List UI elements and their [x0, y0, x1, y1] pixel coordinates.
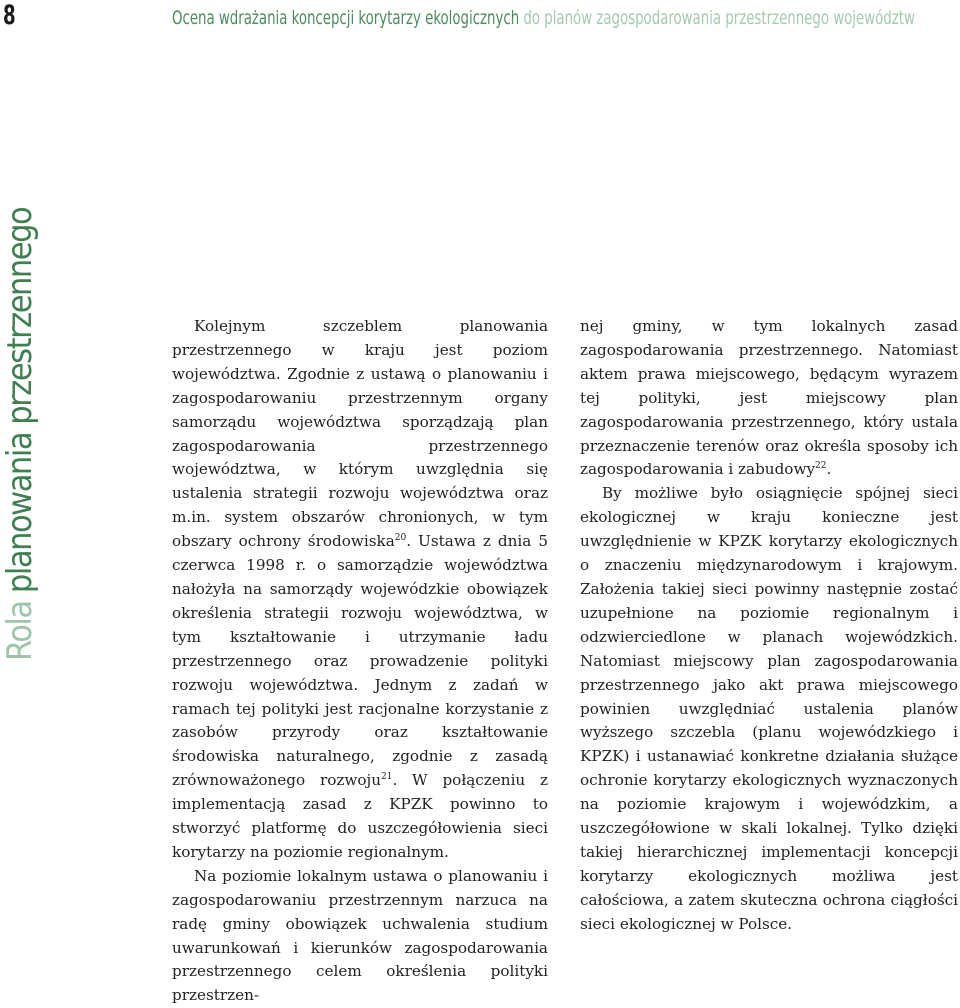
paragraph-text: Kolejnym szczeblem planowania przestrzennego w kraju jest poziom województwa. Zgodnie z ustawą o planowaniu i zagospodarowaniu przestrzennym organy samorządu województwa sporządzają plan zagospodarowania przestrzennego województwa, w którym uwzględnia się ustalenia strategii rozwoju województwa oraz m.in. system obszarów chronionych, w tym obszary ochrony środowiska [172, 317, 548, 551]
running-title-main: Ocena wdrażania koncepcji korytarzy ekologicznych [172, 7, 520, 29]
page-number: 8 [3, 0, 16, 31]
footnote-ref: 22 [815, 461, 827, 472]
footnote-ref: 21 [381, 772, 393, 783]
side-title-light: Rola [0, 601, 40, 661]
section-side-title [0, 208, 40, 661]
running-title [172, 7, 915, 29]
paragraph [172, 865, 548, 1008]
footnote-ref: 20 [394, 533, 407, 544]
paragraph [580, 482, 958, 936]
side-title-dark: planowania przestrzennego [0, 207, 40, 594]
paragraph-text: Na poziomie lokalnym ustawa o planowaniu i zagospodarowaniu przestrzennym narzuca na radę gminy obowiązek uchwalenia studium uwarunkowań i kierunków zagospodarowania przestrzennego celem określenia polityki przestrzen- [172, 866, 548, 1005]
paragraph-text: . [826, 460, 832, 479]
paragraph-text: . W połączeniu z implementacją zasad z KPZK powinno to stworzyć platformę do uszczegółowienia sieci korytarzy na poziomie regionalnym. [172, 771, 548, 861]
paragraph [580, 315, 958, 482]
text-column-left [172, 315, 548, 1008]
paragraph-text: . Ustawa z dnia 5 czerwca 1998 r. o samorządzie województwa nałożyła na samorządy wojewódzkie obowiązek określenia strategii rozwoju województwa, w tym kształtowanie i utrzymanie ładu przestrzennego oraz prowadzenie polityki rozwoju województwa. Jednym z zadań w ramach tej polityki jest racjonalne korzystanie z zasobów przyrody oraz kształtowanie środowiska naturalnego, zgodnie z zasadą zrównoważonego rozwoju [172, 532, 548, 790]
running-title-continuation: do planów zagospodarowania przestrzennego województw [523, 7, 915, 29]
paragraph [172, 315, 548, 865]
paragraph-text: nej gminy, w tym lokalnych zasad zagospodarowania przestrzennego. Natomiast aktem prawa miejscowego, będącym wyrazem tej polityki, jest miejscowy plan zagospodarowania przestrzennego, który ustala przeznaczenie terenów oraz określa sposoby ich zagospodarowania i zabudowy [580, 317, 958, 479]
text-column-right [580, 315, 958, 937]
paragraph-text: By możliwe było osiągnięcie spójnej sieci ekologicznej w kraju konieczne jest uwzględnienie w KPZK korytarzy ekologicznych o znaczeniu międzynarodowym i krajowym. Założenia takiej sieci powinny następnie zostać uzupełnione na poziomie regionalnym i odzwierciedlone w planach wojewódzkich. Natomiast miejscowy plan zagospodarowania przestrzennego jako akt prawa miejscowego powinien uwzględniać ustalenia planów wyższego szczebla (planu wojewódzkiego i KPZK) i ustanawiać konkretne działania służące ochronie korytarzy ekologicznych wyznaczonych na poziomie krajowym i wojewódzkim, a uszczegółowione w skali lokalnej. Tylko dzięki takiej hierarchicznej implementacji koncepcji korytarzy ekologicznych możliwa jest całościowa, a zatem skuteczna ochrona ciągłości sieci ekologicznej w Polsce. [580, 484, 958, 933]
